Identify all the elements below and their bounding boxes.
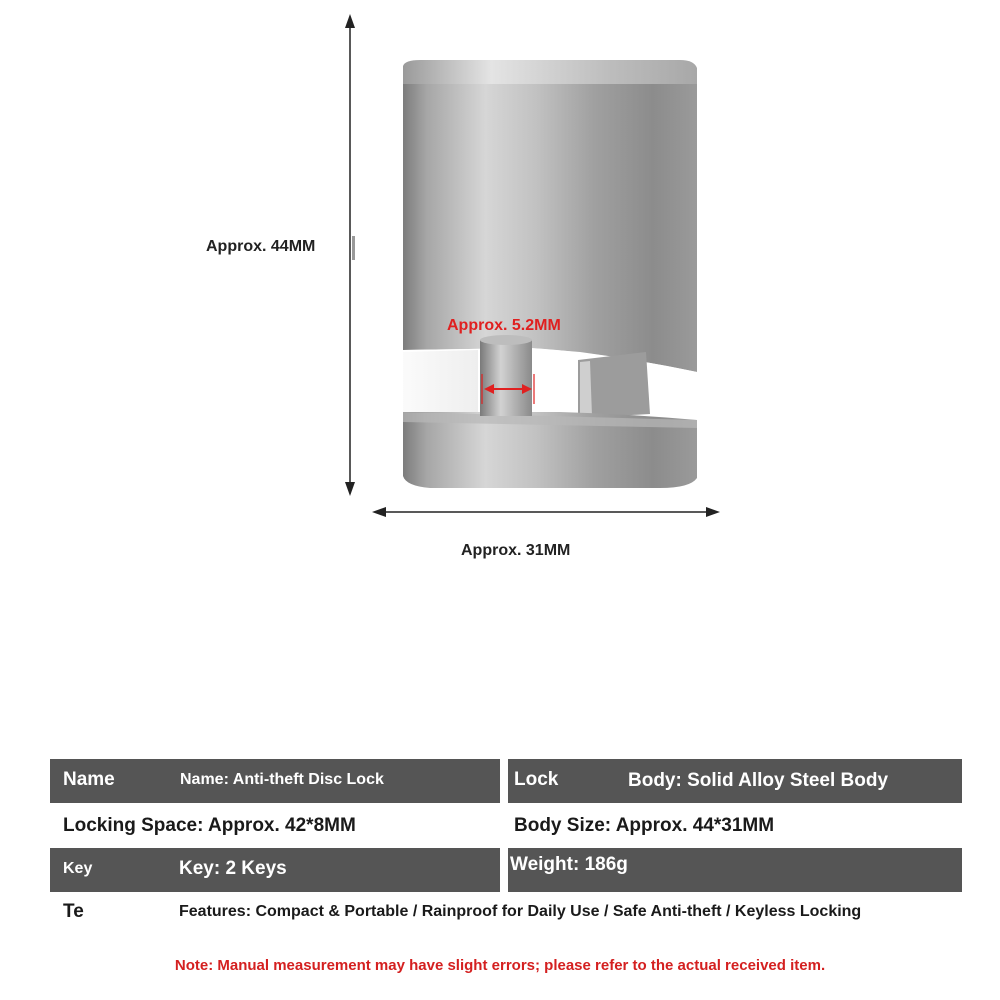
- spec-weight-value: Weight: 186g: [510, 854, 628, 875]
- spec-lock-value: Body: Solid Alloy Steel Body: [628, 770, 889, 791]
- spec-features-title: Te: [63, 901, 84, 922]
- width-dimension-arrow: [372, 507, 720, 517]
- spec-lock-title: Lock: [514, 769, 559, 790]
- shackle-label: Approx. 5.2MM: [447, 317, 561, 334]
- measurement-note: Note: Manual measurement may have slight errors; please refer to the actual received item.: [174, 957, 826, 974]
- height-label: Approx. 44MM: [206, 238, 316, 255]
- spec-name-title: Name: [63, 769, 115, 790]
- lock-shackle-pin: [480, 340, 532, 416]
- spec-features-value: Features: Compact & Portable / Rainproof for Daily Use / Safe Anti-theft / Keyless Locking: [179, 903, 862, 920]
- spec-key-value: Key: 2 Keys: [179, 858, 287, 879]
- spec-name-value: Name: Anti-theft Disc Lock: [180, 771, 384, 788]
- spec-body-size: Body Size: Approx. 44*31MM: [514, 815, 775, 836]
- width-label: Approx. 31MM: [461, 542, 571, 559]
- spec-key-title: Key: [63, 860, 93, 877]
- spec-locking-space: Locking Space: Approx. 42*8MM: [63, 815, 356, 836]
